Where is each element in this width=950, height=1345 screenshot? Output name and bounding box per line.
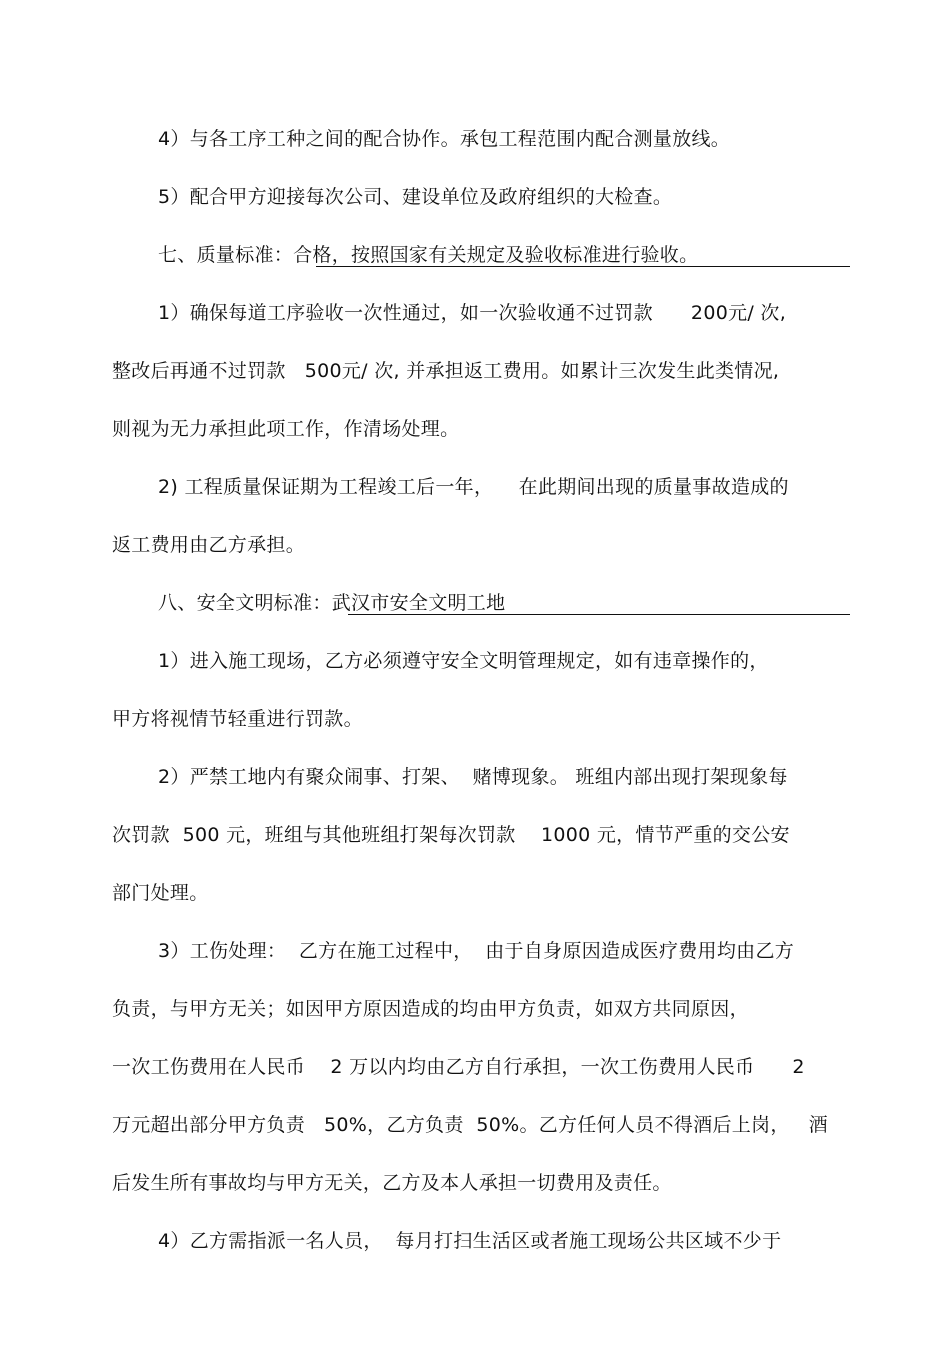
section-7-quality-standard: 七、质量标准：合格，按照国家有关规定及验收标准进行验收。 bbox=[158, 244, 699, 266]
safety-item-2: 2）严禁工地内有聚众闹事、打架、 赌博现象。 班组内部出现打架现象每 bbox=[158, 766, 788, 788]
safety-item-3-cont: 负责，与甲方无关；如因甲方原因造成的均由甲方负责，如双方共同原因， bbox=[112, 998, 749, 1020]
quality-item-1-cont: 则视为无力承担此项工作，作清场处理。 bbox=[112, 418, 460, 440]
safety-item-1-cont: 甲方将视情节轻重进行罚款。 bbox=[112, 708, 363, 730]
section-8-safety-standard: 八、安全文明标准：武汉市安全文明工地 bbox=[158, 592, 506, 614]
clause-4-coordination: 4）与各工序工种之间的配合协作。承包工程范围内配合测量放线。 bbox=[158, 128, 731, 150]
safety-item-4: 4）乙方需指派一名人员， 每月打扫生活区或者施工现场公共区域不少于 bbox=[158, 1230, 782, 1252]
safety-item-2-cont: 次罚款 500 元，班组与其他班组打架每次罚款 1000 元，情节严重的交公安 bbox=[112, 824, 790, 846]
safety-item-1: 1）进入施工现场，乙方必须遵守安全文明管理规定，如有违章操作的， bbox=[158, 650, 769, 672]
safety-item-3: 3）工伤处理： 乙方在施工过程中， 由于自身原因造成医疗费用均由乙方 bbox=[158, 940, 795, 962]
quality-item-2-cont: 返工费用由乙方承担。 bbox=[112, 534, 306, 556]
quality-item-1: 1）确保每道工序验收一次性通过，如一次验收通不过罚款 200元/ 次, bbox=[158, 302, 787, 324]
safety-item-3-cont: 后发生所有事故均与甲方无关，乙方及本人承担一切费用及责任。 bbox=[112, 1172, 672, 1194]
quality-item-1-cont: 整改后再通不过罚款 500元/ 次, 并承担返工费用。如累计三次发生此类情况, bbox=[112, 360, 780, 382]
clause-5-inspection: 5）配合甲方迎接每次公司、建设单位及政府组织的大检查。 bbox=[158, 186, 673, 208]
quality-item-2: 2) 工程质量保证期为工程竣工后一年， 在此期间出现的质量事故造成的 bbox=[158, 476, 789, 498]
safety-item-3-cont: 万元超出部分甲方负责 50%，乙方负责 50%。乙方任何人员不得酒后上岗， 酒 bbox=[112, 1114, 828, 1136]
safety-standard-underline bbox=[348, 614, 850, 615]
safety-item-2-cont: 部门处理。 bbox=[112, 882, 209, 904]
safety-item-3-cont: 一次工伤费用在人民币 2 万以内均由乙方自行承担，一次工伤费用人民币 2 bbox=[112, 1056, 805, 1078]
quality-standard-underline bbox=[316, 266, 850, 267]
